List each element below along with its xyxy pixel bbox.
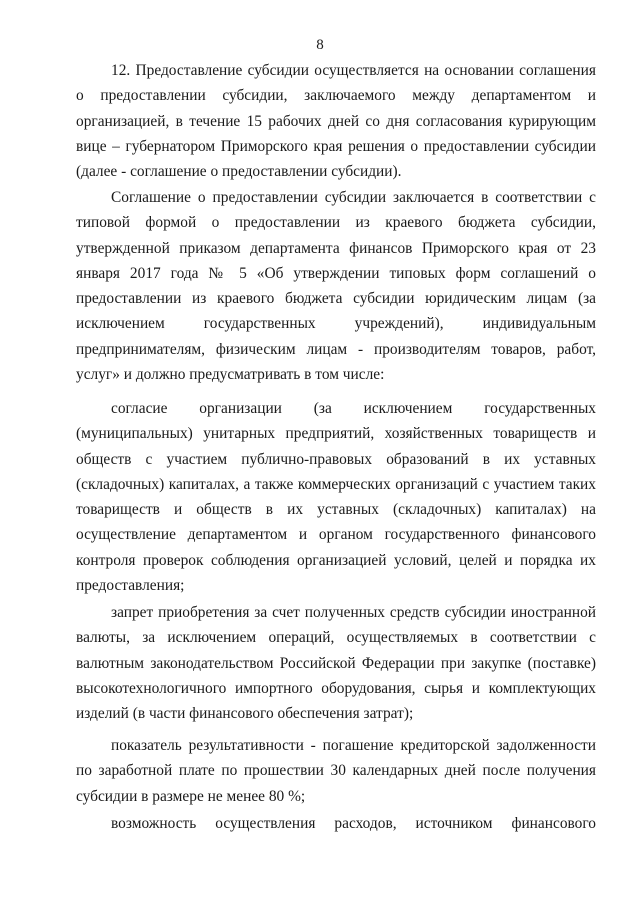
- paragraph-currency-ban: [76, 600, 596, 726]
- paragraph-text: Соглашение о предоставлении субсидии заключается в соответствии с типовой формой о предоставлении из краевого бюджета субсидии, утвержденной приказом департамента финансов Приморского края от 23 января 2017 года № 5 «Об утверждении типовых форм соглашений о предоставлении из краевого бюджета субсидии юридическим лицам (за исключением государственных учреждений), индивидуальным предпринимателям, физическим лицам - производителям товаров, работ, услуг» и должно предусматривать в том числе:: [76, 189, 596, 384]
- paragraph-agreement-form: [76, 185, 596, 387]
- page-number: 8: [316, 37, 324, 53]
- paragraph-text: запрет приобретения за счет полученных средств субсидии иностранной валюты, за исключением операций, осуществляемых в соответствии с валютным законодательством Российской Федерации при закупке (поставке) высокотехнологичного импортного оборудования, сырья и комплектующих изделий (в части финансового обеспечения затрат);: [76, 604, 596, 723]
- paragraph-performance-indicator: [76, 733, 596, 809]
- paragraph-text: согласие организации (за исключением государственных (муниципальных) унитарных предприятий, хозяйственных товариществ и обществ с участием публично-правовых образований в их уставных (складочных) капиталах, а также коммерческих организаций с участием таких товариществ и обществ в их уставных (складочных) капиталах) на осуществление департаментом и органом государственного финансового контроля проверок соблюдения организацией условий, целей и порядка их предоставления;: [76, 400, 596, 595]
- paragraph-consent: [76, 396, 596, 598]
- paragraph-text: 12. Предоставление субсидии осуществляется на основании соглашения о предоставлении субсидии, заключаемого между департаментом и организацией, в течение 15 рабочих дней со дня согласования курирующим вице – губернатором Приморского края решения о предоставлении субсидии (далее - соглашение о предоставлении субсидии).: [76, 62, 596, 181]
- paragraph-text: возможность осуществления расходов, источником финансового: [111, 815, 596, 832]
- paragraph-expenses: [76, 811, 596, 836]
- paragraph-text: показатель результативности - погашение кредиторской задолженности по заработной плате по прошествии 30 календарных дней после получения субсидии в размере не менее 80 %;: [76, 737, 596, 805]
- paragraph-agreement-basis: [76, 58, 596, 184]
